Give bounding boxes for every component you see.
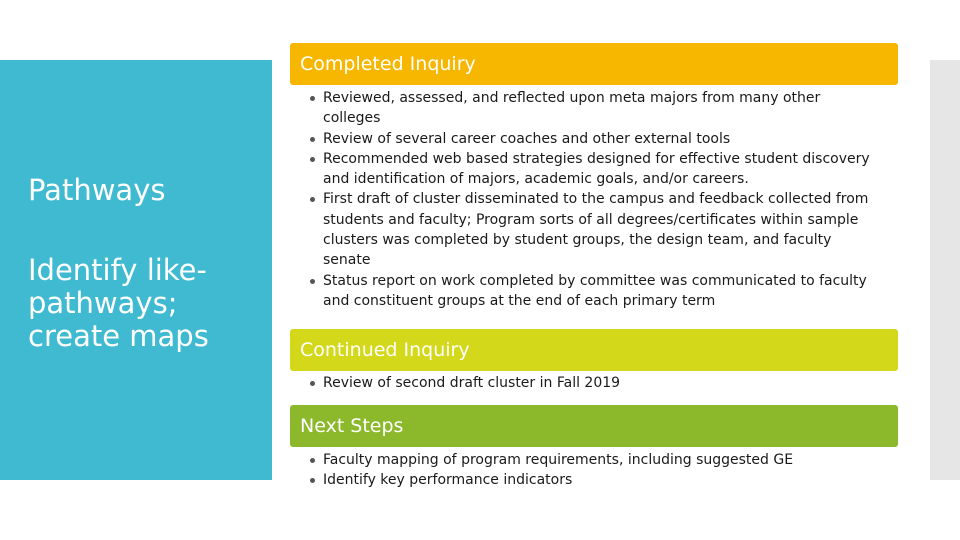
list-item: Faculty mapping of program requirements, including suggested GE: [308, 450, 878, 470]
bullet-icon: [310, 478, 315, 483]
bullet-icon: [310, 96, 315, 101]
right-side-bar: [930, 60, 960, 480]
continued-inquiry-header: Continued Inquiry: [290, 329, 898, 371]
list-item: Identify key performance indicators: [308, 470, 878, 490]
bullet-icon: [310, 279, 315, 284]
completed-inquiry-list: [308, 88, 878, 311]
bullet-icon: [310, 458, 315, 463]
slide-subtitle: Identify like-pathways; create maps: [28, 253, 209, 353]
continued-inquiry-list: [308, 373, 878, 393]
next-steps-header: Next Steps: [290, 405, 898, 447]
bullet-icon: [310, 157, 315, 162]
list-item: Reviewed, assessed, and reflected upon meta majors from many other colleges: [308, 88, 878, 129]
list-item: First draft of cluster disseminated to the campus and feedback collected from students and faculty; Program sorts of all degrees/certificates within sample clusters was completed by student groups, the design team, and faculty senate: [308, 189, 878, 270]
list-item: Recommended web based strategies designed for effective student discovery and identification of majors, academic goals, and/or careers.: [308, 149, 878, 190]
list-item: Review of second draft cluster in Fall 2019: [308, 373, 878, 393]
bullet-icon: [310, 381, 315, 386]
slide-title: Pathways: [28, 173, 166, 207]
next-steps-list: [308, 450, 878, 491]
bullet-icon: [310, 197, 315, 202]
list-item: Status report on work completed by committee was communicated to faculty and constituent groups at the end of each primary term: [308, 271, 878, 312]
list-item: Review of several career coaches and other external tools: [308, 129, 878, 149]
completed-inquiry-header: Completed Inquiry: [290, 43, 898, 85]
bullet-icon: [310, 137, 315, 142]
